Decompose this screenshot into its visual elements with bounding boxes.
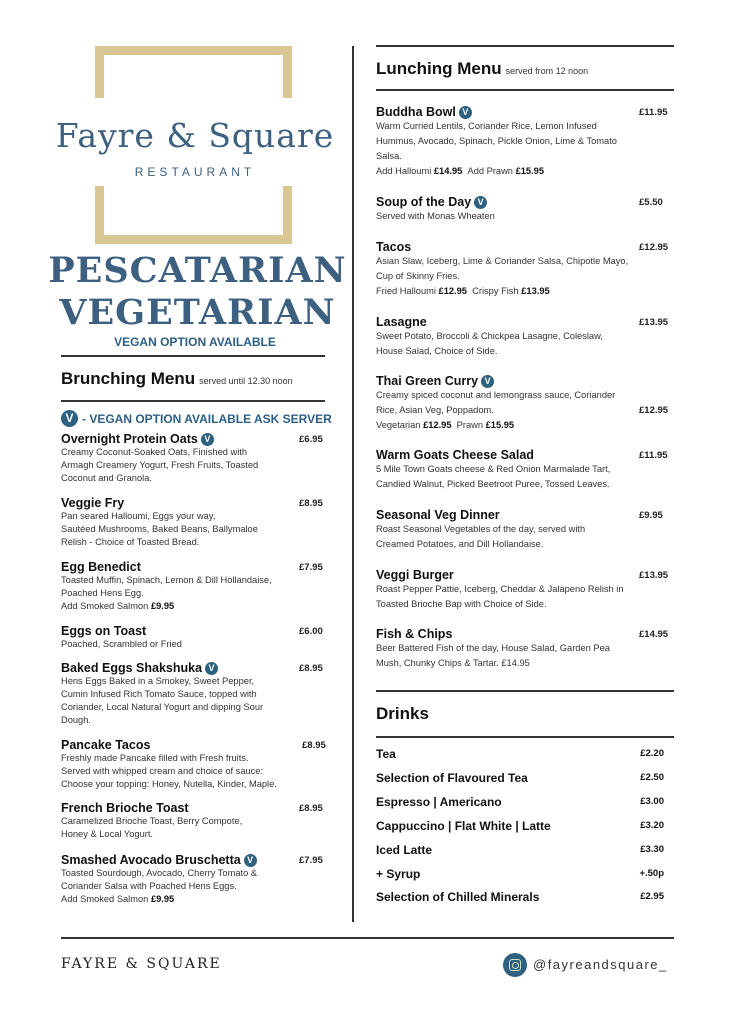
menu-item-name xyxy=(61,661,263,675)
menu-item-description: Cup of Skinny Fries. xyxy=(376,271,460,281)
extra-price: £14.95 xyxy=(433,166,463,176)
menu-item-name-text: French Brioche Toast xyxy=(61,801,189,815)
drink-name: Cappuccino | Flat White | Latte xyxy=(376,819,551,833)
drink-name: Selection of Chilled Minerals xyxy=(376,890,540,904)
lunch-title: Lunching Menu xyxy=(376,59,502,78)
extra-price: £9.95 xyxy=(150,601,175,611)
extra-price: £15.95 xyxy=(485,420,515,430)
menu-item xyxy=(376,195,495,224)
menu-item-description: Toasted Muffin, Spinach, Lemon & Dill Hollandaise, xyxy=(61,575,272,585)
menu-item-price: £12.95 xyxy=(639,405,669,416)
menu-item-name-text: Veggi Burger xyxy=(376,568,454,582)
menu-item-description: Choose your topping: Honey, Nutella, Kinder, Maple. xyxy=(61,779,277,789)
menu-item-extras xyxy=(61,893,257,906)
extra-label: Add Smoked Salmon xyxy=(61,894,149,904)
extra-price: £12.95 xyxy=(423,420,452,430)
menu-item-description: Creamy spiced coconut and lemongrass sauce, Coriander xyxy=(376,390,616,400)
menu-item-name xyxy=(376,568,624,582)
drink-item xyxy=(376,867,668,881)
drink-price: £3.20 xyxy=(640,820,664,831)
divider xyxy=(61,355,325,357)
drink-item xyxy=(376,819,668,833)
menu-item-name xyxy=(61,738,277,752)
menu-item-name xyxy=(376,374,615,388)
menu-item-price: £5.50 xyxy=(639,197,663,208)
drink-price: £2.50 xyxy=(640,772,664,783)
menu-item xyxy=(376,105,617,179)
menu-item xyxy=(376,374,615,433)
menu-item-name-text: Warm Goats Cheese Salad xyxy=(376,448,534,462)
logo-name: Fayre & Square xyxy=(55,116,335,155)
menu-item-description: Relish - Choice of Toasted Bread. xyxy=(61,537,200,547)
instagram-icon[interactable] xyxy=(503,953,527,977)
footer-brand: FAYRE & SQUARE xyxy=(61,956,222,972)
menu-item-price: £12.95 xyxy=(639,242,669,253)
menu-item-price: £7.95 xyxy=(299,562,323,573)
menu-item-price: £6.95 xyxy=(299,434,323,445)
column-divider xyxy=(352,46,354,922)
menu-item-price: £11.95 xyxy=(639,450,668,461)
menu-item xyxy=(61,801,242,841)
menu-item-price: £7.95 xyxy=(299,855,323,866)
extra-label: Add Prawn xyxy=(467,166,513,176)
menu-item xyxy=(61,661,263,727)
drink-name: Selection of Flavoured Tea xyxy=(376,771,528,785)
vegan-badge-icon: V xyxy=(61,410,78,427)
vegan-note xyxy=(61,410,332,427)
divider xyxy=(376,690,674,692)
menu-item-name-text: Baked Eggs Shakshuka xyxy=(61,661,203,675)
menu-item-price: £6.00 xyxy=(299,626,323,637)
menu-item-price: £8.95 xyxy=(299,803,323,814)
menu-item-name xyxy=(376,508,585,522)
menu-item-description: Honey & Local Yogurt. xyxy=(61,829,154,839)
extra-label: Vegetarian xyxy=(376,420,421,430)
vegan-badge-icon: V xyxy=(459,106,472,119)
drink-price: +.50p xyxy=(639,868,664,879)
menu-item-name-text: Soup of the Day xyxy=(376,195,472,209)
menu-item xyxy=(376,240,628,299)
drink-item xyxy=(376,747,668,761)
vegan-badge-icon: V xyxy=(481,375,494,388)
menu-item xyxy=(376,315,603,359)
extra-price: £12.95 xyxy=(438,286,467,296)
menu-item-name-text: Egg Benedict xyxy=(61,560,141,574)
menu-item-name xyxy=(376,240,628,254)
menu-item-description: Rice, Asian Veg, Poppadom. xyxy=(376,405,494,415)
menu-item-name xyxy=(376,315,603,329)
menu-item xyxy=(376,627,610,671)
divider xyxy=(61,400,325,402)
menu-item xyxy=(376,508,585,552)
drink-price: £3.30 xyxy=(640,844,664,855)
menu-item-name xyxy=(61,624,182,638)
menu-item-description: Coconut and Granola. xyxy=(61,473,152,483)
menu-item-price: £13.95 xyxy=(639,570,669,581)
menu-item-name-text: Thai Green Curry xyxy=(376,374,479,388)
menu-item-description: Freshly made Pancake filled with Fresh fruits. xyxy=(61,753,249,763)
menu-item-description: Warm Curried Lentils, Coriander Rice, Lemon Infused xyxy=(376,121,597,131)
vegan-badge-icon: V xyxy=(474,196,487,209)
drink-name: Iced Latte xyxy=(376,843,433,857)
menu-item-extras xyxy=(376,284,628,299)
drink-name: + Syrup xyxy=(376,867,421,881)
menu-item-extras xyxy=(376,164,617,179)
menu-item-name xyxy=(61,496,258,510)
menu-item-name xyxy=(61,432,258,446)
menu-item-description: Pan seared Halloumi, Eggs your way, xyxy=(61,511,216,521)
vegan-badge-icon: V xyxy=(244,854,257,867)
drink-item xyxy=(376,890,668,904)
extra-label: Fried Halloumi xyxy=(376,286,436,296)
menu-item-description: Sweet Potato, Broccoli & Chickpea Lasagne, Coleslaw, xyxy=(376,331,603,341)
menu-item-name-text: Fish & Chips xyxy=(376,627,453,641)
menu-item-name-text: Tacos xyxy=(376,240,412,254)
menu-item-description: Asian Slaw, Iceberg, Lime & Coriander Salsa, Chipotle Mayo, xyxy=(376,256,629,266)
extra-label: Add Halloumi xyxy=(376,166,432,176)
menu-item-name-text: Smashed Avocado Bruschetta xyxy=(61,853,241,867)
menu-item-description: Coriander Salsa with Poached Hens Eggs. xyxy=(61,881,237,891)
drink-price: £2.20 xyxy=(640,748,664,759)
menu-item-name xyxy=(376,448,610,462)
menu-item-description: 5 Mile Town Goats cheese & Red Onion Marmalade Tart, xyxy=(376,464,611,474)
menu-item-description: Poached, Scrambled or Fried xyxy=(61,639,182,649)
menu-item-description: Poached Hens Egg. xyxy=(61,588,144,598)
vegan-note-text: - VEGAN OPTION AVAILABLE ASK SERVER xyxy=(82,412,332,426)
menu-item-name xyxy=(376,105,617,119)
menu-item-name xyxy=(376,195,495,209)
divider xyxy=(376,45,674,47)
menu-item-name-text: Overnight Protein Oats xyxy=(61,432,198,446)
menu-item xyxy=(61,496,258,549)
extra-price: £15.95 xyxy=(515,166,545,176)
drink-name: Tea xyxy=(376,747,396,761)
menu-item-description: Mush, Chunky Chips & Tartar. £14.95 xyxy=(376,658,530,668)
menu-item-price: £8.95 xyxy=(302,740,326,751)
extra-label: Prawn xyxy=(456,420,484,430)
menu-item-price: £8.95 xyxy=(299,663,323,674)
menu-item-price: £8.95 xyxy=(299,498,323,509)
extra-price: £9.95 xyxy=(150,894,175,904)
menu-item-extras xyxy=(61,600,272,613)
menu-item-description: Hens Eggs Baked in a Smokey, Sweet Pepper, xyxy=(61,676,255,686)
headline-pescatarian: PESCATARIAN xyxy=(48,250,347,291)
logo-frame-top xyxy=(95,46,292,98)
menu-item-name-text: Veggie Fry xyxy=(61,496,125,510)
menu-item xyxy=(376,448,610,492)
menu-item xyxy=(61,738,277,791)
headline-vegetarian: VEGETARIAN xyxy=(59,292,336,333)
menu-item-name xyxy=(376,627,610,641)
menu-item-description: Hummus, Avocado, Spinach, Pickle Onion, Lime & Tomato xyxy=(376,136,617,146)
menu-item-description: Coriander, Local Natural Yogurt and dipping Sour xyxy=(61,702,264,712)
extra-label: Add Smoked Salmon xyxy=(61,601,149,611)
menu-item-description: Served with whipped cream and choice of sauce: xyxy=(61,766,264,776)
drinks-title: Drinks xyxy=(376,704,429,723)
menu-item-price: £11.95 xyxy=(639,107,668,118)
drink-price: £3.00 xyxy=(640,796,664,807)
menu-item xyxy=(61,624,182,651)
brunch-header xyxy=(61,369,293,389)
divider xyxy=(376,736,674,738)
menu-item-description: Served with Monas Wheaten xyxy=(376,211,495,221)
menu-item xyxy=(61,560,272,613)
menu-item-name-text: Seasonal Veg Dinner xyxy=(376,508,500,522)
menu-item-description: Creamy Coconut-Soaked Oats, Finished with xyxy=(61,447,248,457)
menu-item-description: House Salad, Choice of Side. xyxy=(376,346,498,356)
extra-price: £13.95 xyxy=(521,286,550,296)
menu-item-description: Sautéed Mushrooms, Baked Beans, Ballymaloe xyxy=(61,524,258,534)
menu-item-name-text: Buddha Bowl xyxy=(376,105,456,119)
vegan-badge-icon: V xyxy=(201,433,214,446)
menu-item-name xyxy=(61,560,272,574)
lunch-subtitle: served from 12 noon xyxy=(505,66,589,76)
menu-item-description: Candied Walnut, Picked Beetroot Puree, Tossed Leaves. xyxy=(376,479,610,489)
menu-item-name xyxy=(61,801,242,815)
menu-item-price: £14.95 xyxy=(639,629,669,640)
extra-label: Crispy Fish xyxy=(472,286,519,296)
menu-item-description: Dough. xyxy=(61,715,91,725)
menu-item xyxy=(61,432,258,485)
drink-item xyxy=(376,843,668,857)
menu-item-description: Toasted Brioche Bap with Choice of Side. xyxy=(376,599,547,609)
brunch-subtitle: served until 12.30 noon xyxy=(199,376,293,386)
instagram-handle[interactable]: @fayreandsquare_ xyxy=(533,957,668,972)
menu-item-description: Caramelized Brioche Toast, Berry Compote, xyxy=(61,816,243,826)
menu-item-description: Roast Seasonal Vegetables of the day, served with xyxy=(376,524,586,534)
menu-item-description: Beer Battered Fish of the day, House Salad, Garden Pea xyxy=(376,643,610,653)
logo-frame-bottom xyxy=(95,186,292,244)
drink-name: Espresso | Americano xyxy=(376,795,502,809)
menu-item-description: Roast Pepper Pattie, Iceberg, Cheddar & Jalapeno Relish in xyxy=(376,584,624,594)
vegan-option-available: VEGAN OPTION AVAILABLE xyxy=(114,335,276,349)
menu-item-extras xyxy=(376,418,615,433)
menu-item-description: Salsa. xyxy=(376,151,402,161)
menu-item-description: Creamed Potatoes, and Dill Hollandaise. xyxy=(376,539,544,549)
vegan-badge-icon: V xyxy=(205,662,218,675)
logo-subtitle: RESTAURANT xyxy=(134,165,256,179)
menu-item-description: Cumin Infused Rich Tomato Sauce, topped with xyxy=(61,689,257,699)
menu-item-name xyxy=(61,853,257,867)
drink-item xyxy=(376,771,668,785)
menu-item-description: Armagh Creamery Yogurt, Fresh Fruits, Toasted xyxy=(61,460,259,470)
menu-item-description: Toasted Sourdough, Avocado, Cherry Tomato & xyxy=(61,868,258,878)
footer-divider xyxy=(61,937,674,939)
menu-item-name-text: Pancake Tacos xyxy=(61,738,151,752)
menu-item xyxy=(61,853,257,906)
drink-item xyxy=(376,795,668,809)
menu-item xyxy=(376,568,624,612)
menu-item-price: £9.95 xyxy=(639,510,663,521)
menu-item-name-text: Lasagne xyxy=(376,315,427,329)
menu-item-price: £13.95 xyxy=(639,317,669,328)
divider xyxy=(376,89,674,91)
brunch-title: Brunching Menu xyxy=(61,369,196,388)
drink-price: £2.95 xyxy=(640,891,664,902)
menu-item-name-text: Eggs on Toast xyxy=(61,624,147,638)
lunch-header xyxy=(376,59,588,79)
